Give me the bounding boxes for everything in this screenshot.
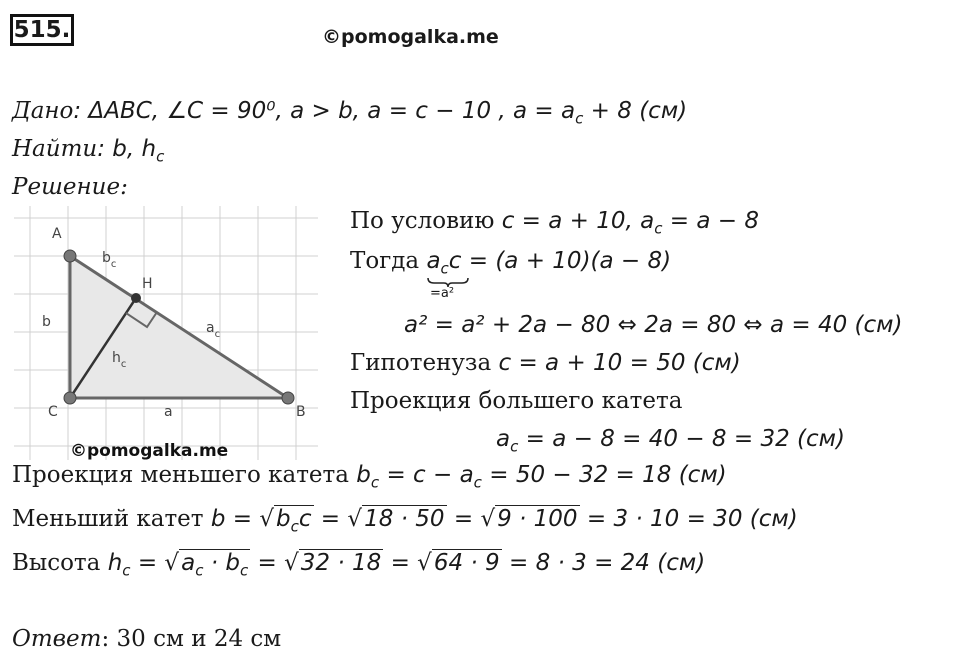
- step-6: [496, 424, 845, 454]
- given-text: : ΔABC, ∠C = 90⁰, a > b, a = c − 10 , a = a: [73, 98, 576, 124]
- vertex-c: [64, 392, 76, 404]
- sqrt-ac-sub: c: [195, 561, 204, 580]
- step-9-post: = 8 · 3 = 24 (см): [501, 550, 706, 576]
- watermark-top: ©pomogalka.me: [322, 26, 499, 48]
- given-sub: c: [575, 109, 584, 128]
- step-4: [350, 348, 741, 378]
- point-h: [131, 293, 141, 303]
- sqrt-ac-a: a: [181, 550, 196, 576]
- step-9-mid: =: [250, 550, 285, 576]
- label-side-a: a: [164, 404, 173, 420]
- sqrt-32-18: 32 · 18: [300, 550, 382, 576]
- step-1-sub: c: [654, 219, 663, 238]
- given-label: Дано: [12, 98, 74, 124]
- step-3: [404, 310, 903, 340]
- step-2: [350, 246, 671, 276]
- sqrt-18-50: 18 · 50: [364, 506, 445, 532]
- step-9: Высота $h_c = √a_c \cdot b_c = √32 \cdot 18 = √64 \cdot 9 = 8 \cdot 3 = 24$ (см): [12, 550, 706, 580]
- step-8: Меньший катет $b = √b_cc = √18 \cdot 50 = √9 \cdot 100 = 3 \cdot 10 = 30$ (см): [12, 506, 798, 536]
- problem-number: 515.: [10, 14, 74, 46]
- answer-label: Ответ: [12, 626, 102, 652]
- step-9-math: h: [107, 550, 123, 576]
- answer-text: : 30 см и 24 см: [101, 626, 282, 652]
- find-label: Найти: [12, 136, 98, 162]
- figure-watermark: ©pomogalka.me: [70, 441, 229, 460]
- step-2-math: a: [426, 248, 441, 274]
- label-side-b: b: [42, 314, 51, 330]
- given-line: [12, 96, 687, 126]
- triangle-abc: [70, 256, 288, 398]
- step-9-pre: Высота: [12, 550, 108, 576]
- sqrt-9-100: 9 · 100: [497, 506, 578, 532]
- given-tail: + 8 (см): [583, 98, 688, 124]
- solution-label-text: Решение: [12, 174, 121, 200]
- step-7-sub: c: [370, 473, 380, 492]
- step-7-math: b: [356, 462, 371, 488]
- step-6-sub: c: [510, 437, 519, 456]
- step-5-pre: Проекция большего катета: [350, 388, 683, 414]
- triangle-figure: [14, 206, 318, 460]
- step-5: [350, 386, 682, 416]
- label-hc: $h_c$: [112, 350, 127, 370]
- brace-note: =a²: [430, 286, 455, 301]
- step-9-sub: c: [122, 561, 131, 580]
- solution-label: Решение:: [12, 174, 128, 200]
- label-a: A: [52, 226, 62, 242]
- sqrt-64-9: 64 · 9: [433, 550, 500, 576]
- sqrt-ac-sub2: c: [239, 561, 249, 580]
- step-1-post: = a − 8: [662, 208, 759, 234]
- find-sub: c: [156, 147, 165, 166]
- find-text: : b, h: [97, 136, 157, 162]
- sqrt-bc-c: [274, 505, 314, 536]
- sqrt-ac-bc: [179, 549, 250, 580]
- step-4-pre: Гипотенуза: [350, 350, 499, 376]
- step-1-math: c = a + 10, a: [501, 208, 655, 234]
- sqrt-ac-mid: · b: [203, 550, 240, 576]
- step-7-mid: = c − a: [379, 462, 474, 488]
- label-c: C: [48, 404, 58, 420]
- step-8-post: = 3 · 10 = 30 (см): [579, 506, 798, 532]
- step-2-sub: c: [440, 259, 449, 278]
- step-8-math: b =: [210, 506, 260, 532]
- step-7: [12, 460, 727, 490]
- label-ac: $a_c$: [206, 320, 221, 340]
- step-8-mid2: =: [446, 506, 481, 532]
- step-7-post: = 50 − 32 = 18 (см): [481, 462, 727, 488]
- sqrt-bc-sub: c: [290, 517, 299, 536]
- step-2-mid: c = (a + 10)(a − 8): [448, 248, 672, 274]
- sqrt-bc-c-letter: c: [298, 506, 312, 532]
- step-1: [350, 206, 759, 236]
- step-8-mid: =: [313, 506, 348, 532]
- step-6-math: a: [496, 426, 511, 452]
- find-line: [12, 134, 164, 164]
- step-4-math: c = a + 10 = 50 (см): [498, 350, 741, 376]
- step-8-pre: Меньший катет: [12, 506, 211, 532]
- step-1-pre: По условию: [350, 208, 502, 234]
- step-7-sub2: c: [473, 473, 482, 492]
- step-2-pre: Тогда: [350, 248, 427, 274]
- answer-line: [12, 624, 281, 654]
- vertex-a: [64, 250, 76, 262]
- label-bc: $b_c$: [102, 250, 117, 270]
- step-6-post: = a − 8 = 40 − 8 = 32 (см): [518, 426, 845, 452]
- sqrt-bc-b: b: [275, 506, 291, 532]
- step-7-pre: Проекция меньшего катета: [12, 462, 357, 488]
- label-b: B: [296, 404, 306, 420]
- step-9-eq: =: [130, 550, 165, 576]
- step-3-math: a² = a² + 2a − 80 ⇔ 2a = 80 ⇔ a = 40 (см): [404, 312, 903, 338]
- step-9-mid2: =: [383, 550, 418, 576]
- label-h: H: [142, 276, 153, 292]
- vertex-b: [282, 392, 294, 404]
